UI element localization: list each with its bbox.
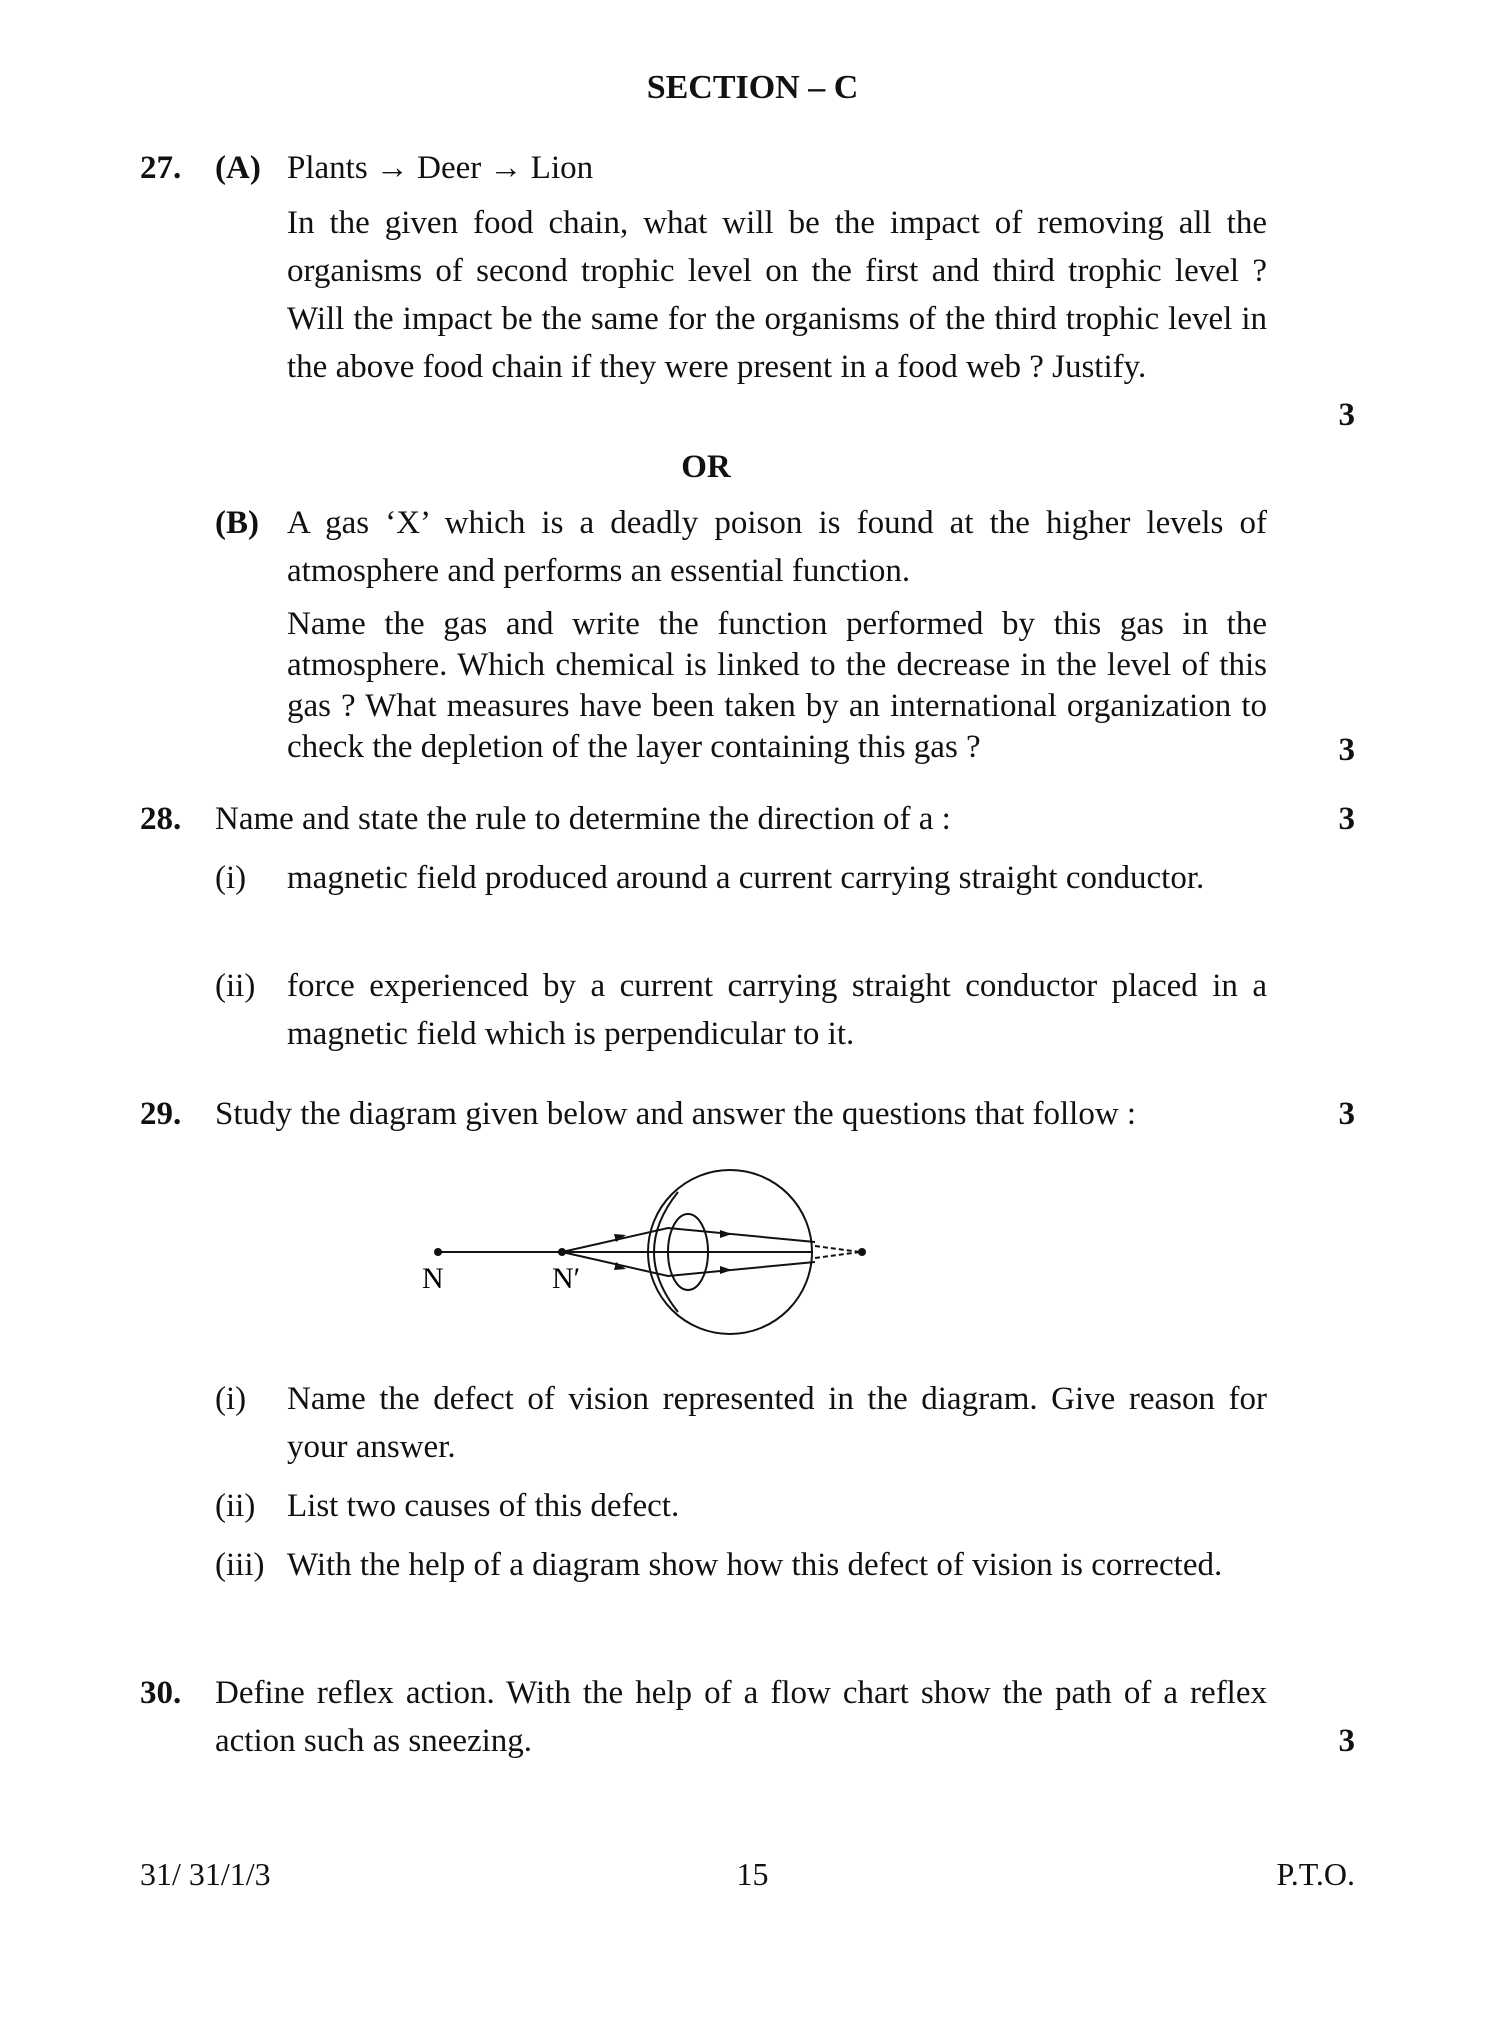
q29-part-i-label: (i) xyxy=(215,1381,247,1417)
arrow-head xyxy=(720,1266,732,1274)
ray-dash xyxy=(815,1246,860,1252)
q28-part-i-text: magnetic field produced around a current carrying straight conductor. xyxy=(287,860,1205,896)
ray-upper xyxy=(562,1228,815,1252)
question-30-number: 30. xyxy=(140,1675,182,1711)
question-29-number: 29. xyxy=(140,1096,182,1132)
page-number: 15 xyxy=(736,1856,769,1892)
q29-part-ii-text: List two causes of this defect. xyxy=(287,1488,680,1524)
eye-diagram xyxy=(420,1160,900,1350)
point-n xyxy=(434,1248,442,1256)
q28-part-ii-label: (ii) xyxy=(215,968,256,1004)
q28-text: Name and state the rule to determine the direction of a : xyxy=(215,801,951,837)
label-n-prime: N′ xyxy=(552,1262,581,1295)
footer-pto: P.T.O. xyxy=(1276,1856,1355,1892)
q28-part-i-label: (i) xyxy=(215,860,247,896)
q30-marks: 3 xyxy=(1338,1723,1355,1759)
question-27-number: 27. xyxy=(140,150,182,186)
q27-b-marks: 3 xyxy=(1338,732,1355,768)
footer-code: 31/ 31/1/3 xyxy=(140,1856,271,1892)
q27-part-a-text: In the given food chain, what will be the impact of removing all the organisms of second trophic level on the first and third trophic level ? Will the impact be the same for the organisms of the third trophic level in the above food chain if they were present in a food web ? Justify. xyxy=(287,205,1267,385)
arrow-head xyxy=(720,1230,732,1238)
ray-lower xyxy=(562,1252,815,1276)
q29-part-ii-label: (ii) xyxy=(215,1488,256,1524)
q28-marks: 3 xyxy=(1338,801,1355,837)
q27-part-a-label: (A) xyxy=(215,150,261,186)
q30-text: Define reflex action. With the help of a flow chart show the path of a reflex action such as sneezing. xyxy=(215,1675,1267,1759)
image-point xyxy=(858,1248,866,1256)
label-n: N xyxy=(422,1262,444,1295)
section-title: SECTION – C xyxy=(646,69,859,106)
q29-part-i-text: Name the defect of vision represented in the diagram. Give reason for your answer. xyxy=(287,1381,1267,1465)
q27-part-b-text2: Name the gas and write the function performed by this gas in the atmosphere. Which chemical is linked to the decrease in the level of this gas ? What measures have been taken by an international organization to check the depletion of the layer containing this gas ? xyxy=(287,606,1267,765)
q29-text: Study the diagram given below and answer the questions that follow : xyxy=(215,1096,1137,1132)
ray-dash xyxy=(815,1252,860,1258)
question-28-number: 28. xyxy=(140,801,182,837)
q27-a-marks: 3 xyxy=(1338,397,1355,433)
q27-part-b-label: (B) xyxy=(215,505,259,541)
q28-part-ii-text: force experienced by a current carrying straight conductor placed in a magnetic field which is perpendicular to it. xyxy=(287,968,1267,1052)
point-n-prime xyxy=(558,1248,566,1256)
q29-part-iii-text: With the help of a diagram show how this defect of vision is corrected. xyxy=(287,1547,1223,1583)
q29-part-iii-label: (iii) xyxy=(215,1547,265,1583)
q29-marks: 3 xyxy=(1338,1096,1355,1132)
or-separator: OR xyxy=(681,449,731,485)
q27-food-chain: Plants → Deer → Lion xyxy=(287,150,594,186)
q27-part-b-text1: A gas ‘X’ which is a deadly poison is found at the higher levels of atmosphere and performs an essential function. xyxy=(287,505,1267,589)
